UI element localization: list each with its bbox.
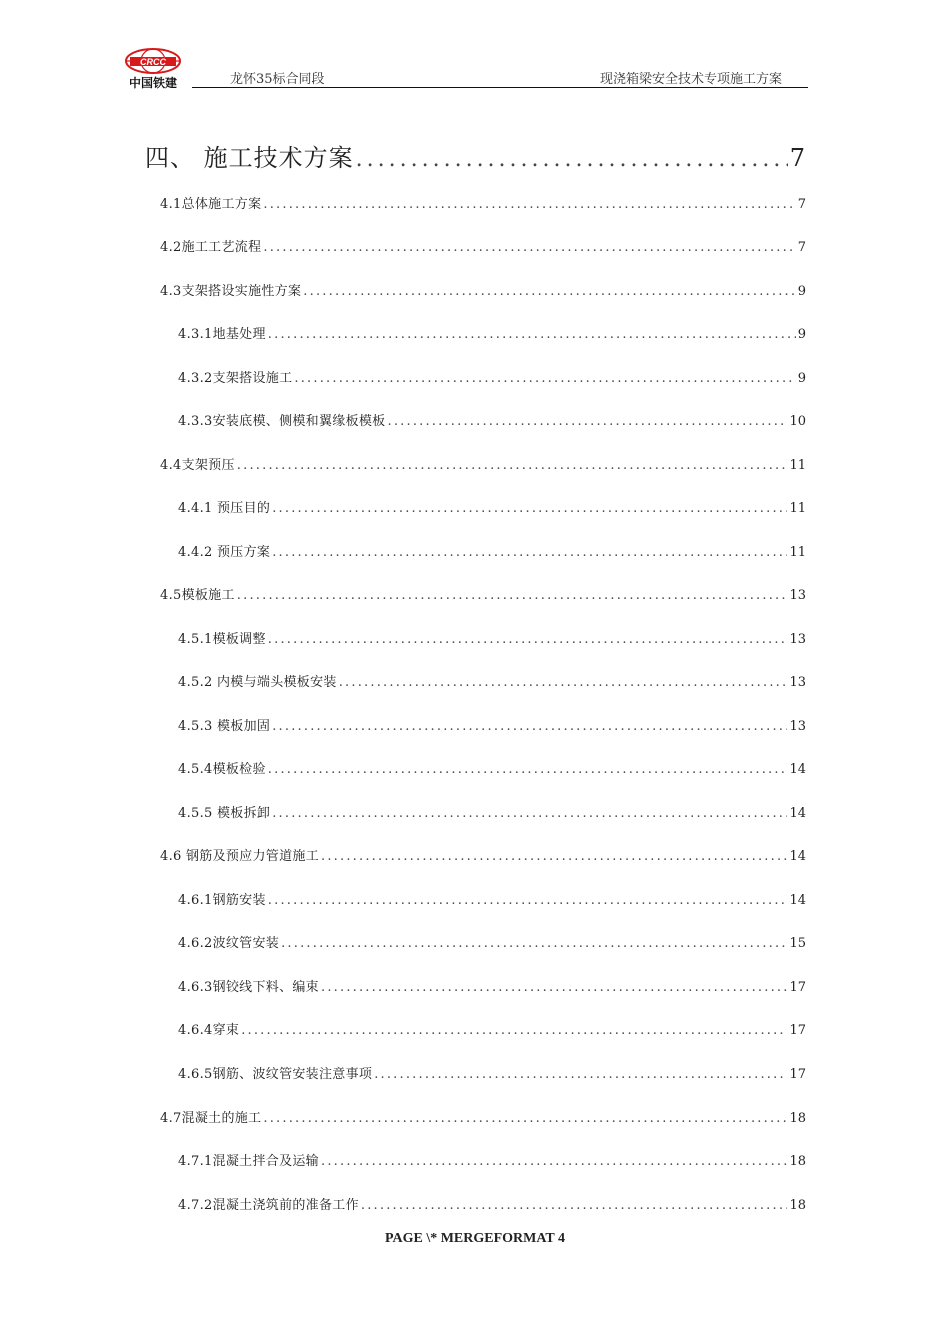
toc-entry-page: 13 [789, 588, 806, 603]
toc-dot-leader [272, 501, 787, 516]
toc-dot-leader [321, 849, 787, 864]
toc-entry-page: 17 [789, 1067, 806, 1082]
toc-dot-leader [237, 458, 788, 473]
toc-dot-leader [263, 240, 795, 255]
toc-dot-leader [387, 414, 787, 429]
toc-entry-page: 11 [789, 545, 806, 560]
header-document-title: 现浇箱梁安全技术专项施工方案 [599, 72, 782, 87]
toc-dot-leader [294, 371, 795, 386]
toc-entry-page: 17 [789, 1023, 806, 1038]
toc-entry-title: 4.2施工工艺流程 [160, 240, 262, 255]
toc-dot-leader [268, 762, 788, 777]
toc-dot-leader [263, 197, 795, 212]
toc-entry-title: 4.6.1钢筋安装 [178, 893, 266, 908]
header-project-name: 龙怀35标合同段 [230, 72, 325, 87]
toc-entry[interactable] [160, 454, 806, 473]
toc-entry-page: 14 [789, 762, 806, 777]
toc-entry-title: 4.5模板施工 [160, 588, 235, 603]
toc-entry[interactable] [160, 236, 806, 255]
toc-dot-leader [268, 893, 788, 908]
crcc-logo [118, 44, 188, 92]
toc-entry-title: 4.4.1 预压目的 [178, 501, 271, 516]
toc-entry[interactable] [178, 671, 806, 690]
toc-entry-page: 9 [797, 371, 806, 386]
toc-dot-leader [356, 147, 788, 172]
svg-text:中国铁建: 中国铁建 [128, 76, 178, 90]
toc-dot-leader [237, 588, 788, 603]
toc-entry-title: 4.6.2波纹管安装 [178, 936, 280, 951]
toc-entry[interactable] [178, 1150, 806, 1169]
toc-entry[interactable] [178, 758, 806, 777]
toc-entry[interactable] [178, 976, 806, 995]
toc-entry-page: 7 [797, 197, 806, 212]
toc-dot-leader [321, 1154, 787, 1169]
toc-entry[interactable] [160, 1107, 806, 1126]
toc-entry-page: 9 [797, 327, 806, 342]
toc-entry-page: 14 [789, 849, 806, 864]
toc-dot-leader [339, 675, 788, 690]
toc-entry-title: 4.3.2支架搭设施工 [178, 371, 293, 386]
toc-entry-title: 4.6.5钢筋、波纹管安装注意事项 [178, 1067, 373, 1082]
toc-entry[interactable] [178, 323, 806, 342]
toc-entry-page: 11 [789, 501, 806, 516]
toc-entry-title: 4.5.3 模板加固 [178, 719, 271, 734]
toc-dot-leader [272, 545, 787, 560]
toc-dot-leader [321, 980, 787, 995]
toc-entry[interactable] [178, 1194, 806, 1213]
toc-entry-page: 7 [789, 144, 806, 172]
toc-entry[interactable] [178, 497, 806, 516]
toc-entry-title: 4.6.3钢铰线下料、编束 [178, 980, 319, 995]
toc-entry[interactable] [178, 541, 806, 560]
toc-entry-page: 13 [789, 632, 806, 647]
toc-entry[interactable] [178, 715, 806, 734]
toc-entry-title: 4.5.4模板检验 [178, 762, 266, 777]
toc-entry-title: 4.4支架预压 [160, 458, 235, 473]
toc-entry[interactable] [178, 802, 806, 821]
toc-dot-leader [272, 806, 787, 821]
toc-entry-title: 4.5.1模板调整 [178, 632, 266, 647]
toc-entry-page: 18 [789, 1198, 806, 1213]
toc-entry-title: 4.6 钢筋及预应力管道施工 [160, 849, 320, 864]
page-header [118, 44, 808, 92]
toc-entry-title: 4.3支架搭设实施性方案 [160, 284, 302, 299]
toc-entry-page: 18 [789, 1111, 806, 1126]
toc-entry-title: 4.1总体施工方案 [160, 197, 262, 212]
toc-entry-title: 4.7混凝土的施工 [160, 1111, 262, 1126]
toc-entry-title: 4.7.2混凝土浇筑前的准备工作 [178, 1198, 359, 1213]
toc-entry[interactable] [178, 932, 806, 951]
toc-entry-page: 18 [789, 1154, 806, 1169]
toc-dot-leader [272, 719, 787, 734]
toc-entry-title: 4.5.2 内模与端头模板安装 [178, 675, 337, 690]
toc-entry[interactable] [160, 584, 806, 603]
toc-entry-page: 13 [789, 719, 806, 734]
toc-entry-title: 4.3.3安装底模、侧模和翼缘板模板 [178, 414, 386, 429]
toc-dot-leader [268, 327, 796, 342]
toc-entry[interactable] [145, 138, 806, 173]
toc-entry[interactable] [178, 628, 806, 647]
toc-dot-leader [241, 1023, 787, 1038]
toc-dot-leader [263, 1111, 787, 1126]
toc-entry-page: 15 [789, 936, 806, 951]
toc-entry[interactable] [178, 1063, 806, 1082]
toc-entry-page: 7 [797, 240, 806, 255]
toc-entry-page: 9 [797, 284, 806, 299]
toc-entry-page: 14 [789, 893, 806, 908]
toc-entry-title: 4.4.2 预压方案 [178, 545, 271, 560]
toc-entry-page: 17 [789, 980, 806, 995]
toc-entry[interactable] [178, 889, 806, 908]
toc-entry[interactable] [160, 193, 806, 212]
toc-entry-title: 4.5.5 模板拆卸 [178, 806, 271, 821]
toc-dot-leader [361, 1198, 788, 1213]
toc-entry-page: 11 [789, 458, 806, 473]
toc-entry-page: 13 [789, 675, 806, 690]
toc-entry-page: 10 [789, 414, 806, 429]
svg-text:CRCC: CRCC [140, 57, 166, 67]
toc-entry-title: 4.7.1混凝土拌合及运输 [178, 1154, 319, 1169]
header-rule [192, 87, 808, 88]
toc-entry[interactable] [178, 1019, 806, 1038]
toc-entry-title: 4.3.1地基处理 [178, 327, 266, 342]
toc-dot-leader [268, 632, 788, 647]
toc-entry-title: 四、 施工技术方案 [145, 144, 354, 172]
toc-entry[interactable] [178, 367, 806, 386]
toc-entry[interactable] [178, 410, 806, 429]
page-footer: PAGE \* MERGEFORMAT 4 [384, 1231, 566, 1246]
toc-dot-leader [303, 284, 795, 299]
toc-dot-leader [281, 936, 787, 951]
toc-entry-title: 4.6.4穿束 [178, 1023, 240, 1038]
toc-dot-leader [374, 1067, 787, 1082]
toc-entry-page: 14 [789, 806, 806, 821]
toc-entry[interactable] [160, 280, 806, 299]
toc-entry[interactable] [160, 845, 806, 864]
